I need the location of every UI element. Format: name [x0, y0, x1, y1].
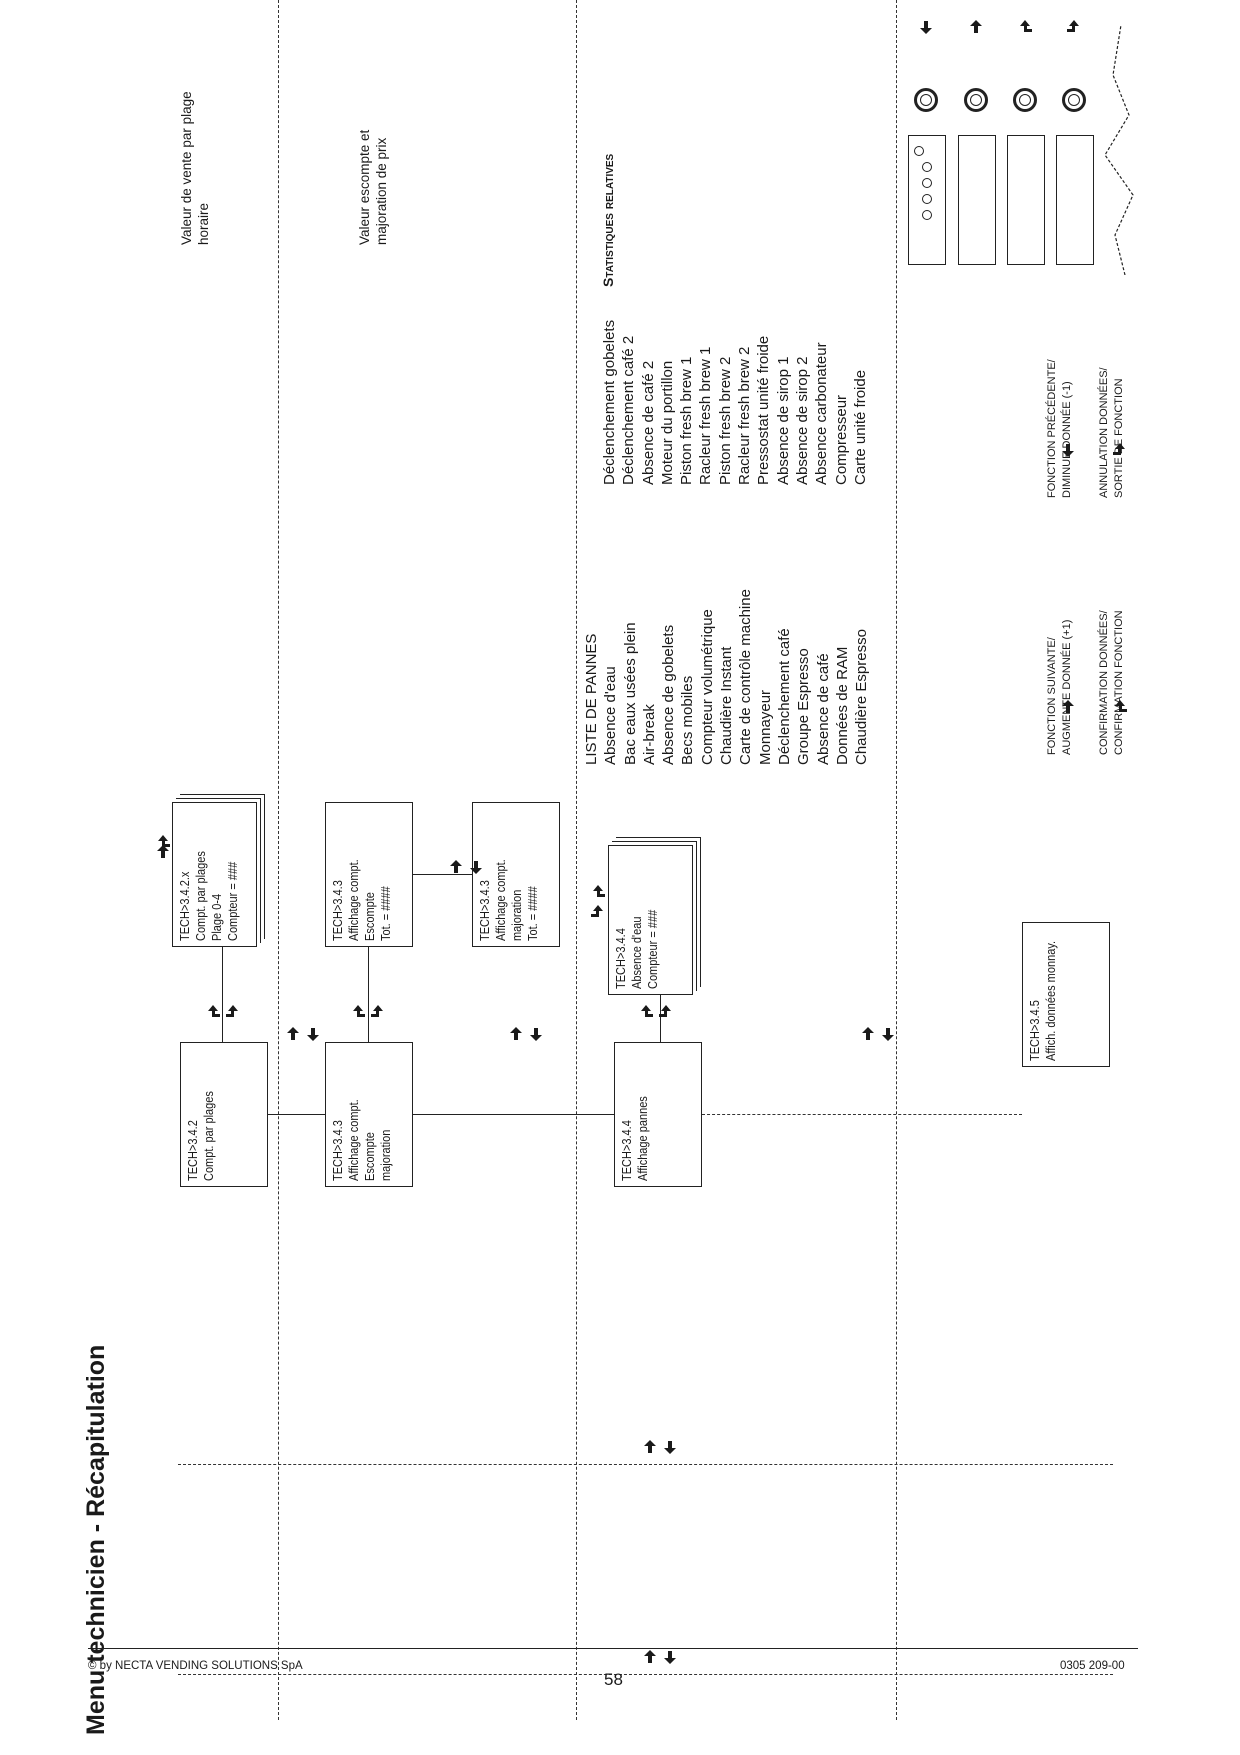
arrow-left-icon	[662, 1649, 678, 1665]
box-line: TECH>3.4.3	[478, 880, 492, 941]
column-divider	[278, 0, 279, 1720]
statistiques-title: Statistiques relatives	[600, 153, 616, 287]
panne-item: Carte de contrôle machine	[737, 589, 755, 765]
tear-edge-icon	[1095, 25, 1135, 275]
liste-de-pannes	[582, 589, 871, 765]
keypad-slot	[908, 135, 946, 265]
panne-item: Becs mobiles	[679, 675, 697, 765]
panne-item: Déclenchement gobelets	[601, 319, 618, 485]
panne-item: Déclenchement café	[775, 628, 793, 765]
box-line: Compt. par plages	[202, 1091, 216, 1181]
menu-box-3-4-2[interactable]	[180, 1042, 268, 1187]
box-line: TECH>3.4.5	[1028, 1000, 1042, 1061]
box-line: majoration	[510, 889, 524, 941]
panne-item: Carte unité froide	[851, 369, 869, 485]
box-line: Affichage pannes	[636, 1096, 650, 1181]
box-line: Escompte	[363, 1132, 377, 1181]
arrow-right-icon	[860, 1026, 876, 1042]
panne-item: Pressostat unité froide	[755, 335, 773, 485]
note-valeur-escompte	[356, 130, 390, 245]
box-line: Compteur = ###	[226, 861, 240, 941]
box-line: Absence d'eau	[630, 916, 644, 989]
return-up-icon	[155, 834, 171, 850]
footer-copyright: © by NECTA VENDING SOLUTIONS SpA	[88, 1660, 303, 1672]
legend-confirmation	[1097, 610, 1127, 755]
row-divider	[178, 1464, 1113, 1465]
arrow-left-icon	[305, 1026, 321, 1042]
footer-rule	[88, 1648, 1138, 1649]
box-line: TECH>3.4.4	[614, 928, 628, 989]
keypad-slot	[1007, 135, 1045, 265]
menu-box-3-4-5[interactable]	[1022, 922, 1110, 1067]
legend-line: AUGMENTE DONNÉE (+1)	[1061, 619, 1073, 755]
panne-item: Racleur fresh brew 1	[697, 346, 715, 485]
note-line: horaire	[196, 202, 211, 245]
arrow-right-icon	[968, 19, 984, 35]
knob-icon	[1062, 88, 1086, 112]
panne-item: Déclenchement café 2	[620, 335, 638, 485]
panne-item: Chaudière Espresso	[853, 629, 871, 765]
knob-icon	[964, 88, 988, 112]
led-dot	[922, 178, 932, 188]
menu-box-3-4-4-x[interactable]	[608, 845, 693, 995]
menu-box-3-4-3[interactable]	[325, 1042, 413, 1187]
arrow-left-icon	[662, 1439, 678, 1455]
page-number: 58	[604, 1670, 623, 1689]
panne-item: Air-break	[640, 704, 658, 765]
connector-line	[222, 947, 223, 1042]
panne-item: Racleur fresh brew 2	[736, 346, 754, 485]
panne-item: Absence de gobelets	[660, 624, 678, 765]
arrow-right-icon	[642, 1649, 658, 1665]
keypad-slot	[1056, 135, 1094, 265]
box-line: majoration	[379, 1129, 393, 1181]
panne-item: Groupe Espresso	[795, 648, 813, 765]
return-down-icon	[225, 1004, 241, 1020]
box-line: Affich. données monnay.	[1044, 940, 1058, 1061]
return-down-icon	[658, 1004, 674, 1020]
led-dot	[922, 162, 932, 172]
box-line: Compteur = ###	[646, 909, 660, 989]
row-divider	[178, 1674, 1113, 1675]
menu-box-3-4-3-escompte[interactable]	[325, 802, 413, 947]
column-divider	[896, 0, 897, 1720]
page-title: Menu technicien - Récapitulation	[82, 1344, 110, 1735]
arrow-right-icon	[642, 1439, 658, 1455]
panne-item: Piston fresh brew 1	[678, 356, 696, 485]
return-down-icon	[590, 904, 606, 920]
connector-line	[368, 947, 369, 1042]
arrow-left-icon	[528, 1026, 544, 1042]
box-line: Escompte	[363, 892, 377, 941]
legend-precedente	[1045, 359, 1075, 498]
panne-item: Absence d'eau	[602, 666, 620, 765]
legend-line: ANNULATION DONNÉES/	[1098, 367, 1110, 498]
panne-item: Monnayeur	[756, 689, 774, 765]
panne-item: Absence de café 2	[639, 360, 657, 485]
return-up-icon	[1017, 19, 1033, 35]
box-line: Affichage compt.	[494, 859, 508, 941]
return-up-icon	[590, 884, 606, 900]
column-divider	[576, 0, 577, 1720]
box-line: Tot. = ####	[526, 886, 540, 941]
menu-box-3-4-2-x[interactable]	[172, 802, 257, 947]
panne-item: Compresseur	[832, 394, 850, 485]
legend-line: CONFIRMATION FONCTION	[1113, 610, 1125, 755]
knob-icon	[1013, 88, 1037, 112]
box-line: Affichage compt.	[347, 859, 361, 941]
footer-docnumber: 0305 209-00	[1060, 1660, 1125, 1672]
panne-item: Piston fresh brew 2	[716, 356, 734, 485]
box-line: Tot. = ####	[379, 886, 393, 941]
return-up-icon	[350, 1004, 366, 1020]
arrow-right-icon	[285, 1026, 301, 1042]
led-dot	[922, 194, 932, 204]
panne-item: Absence de sirop 2	[793, 356, 811, 485]
knob-icon	[914, 88, 938, 112]
panne-item: Absence de café	[814, 653, 832, 765]
return-up-icon	[205, 1004, 221, 1020]
note-line: Valeur escompte et	[357, 129, 372, 245]
panne-item: Absence de sirop 1	[774, 356, 792, 485]
note-line: majoration de prix	[374, 137, 389, 245]
panne-item: Absence carbonateur	[813, 342, 831, 485]
keypad-slot	[958, 135, 996, 265]
note-valeur-vente	[178, 91, 212, 245]
arrow-right-icon	[508, 1026, 524, 1042]
box-line: TECH>3.4.3	[331, 1120, 345, 1181]
legend-line: CONFIRMATION DONNÉES/	[1098, 610, 1110, 755]
menu-box-3-4-4[interactable]	[614, 1042, 702, 1187]
legend-line: FONCTION PRÉCÉDENTE/	[1046, 359, 1058, 498]
arrow-left-icon	[918, 19, 934, 35]
arrow-right-icon	[448, 859, 464, 875]
legend-annulation	[1097, 367, 1127, 498]
connector-dashed	[702, 1114, 1022, 1115]
panne-item: Bac eaux usées plein	[621, 622, 639, 765]
panne-item: Chaudière Instant	[718, 646, 736, 765]
arrow-left-icon	[880, 1026, 896, 1042]
box-line: TECH>3.4.2.x	[178, 871, 192, 941]
box-line: TECH>3.4.2	[186, 1120, 200, 1181]
led-dot	[922, 210, 932, 220]
box-line: Compt. par plages	[194, 851, 208, 941]
led-dot	[914, 146, 924, 156]
return-down-icon	[370, 1004, 386, 1020]
connector-line	[268, 1114, 325, 1115]
return-down-icon	[1066, 19, 1082, 35]
panne-item: Moteur du portillon	[658, 360, 676, 485]
legend-line: DIMINUE DONNÉE (-1)	[1061, 381, 1073, 498]
box-line: TECH>3.4.4	[620, 1120, 634, 1181]
legend-line: FONCTION SUIVANTE/	[1046, 637, 1058, 755]
box-line: Affichage compt.	[347, 1099, 361, 1181]
panne-item: LISTE DE PANNES	[583, 633, 600, 765]
liste-de-pannes-suite	[600, 320, 870, 485]
return-up-icon	[638, 1004, 654, 1020]
box-line: Plage 0-4	[210, 893, 224, 941]
note-line: Valeur de vente par plage	[179, 91, 194, 245]
panne-item: Compteur volumétrique	[698, 609, 716, 765]
panne-item: Données de RAM	[833, 646, 851, 765]
box-line: TECH>3.4.3	[331, 880, 345, 941]
menu-box-3-4-3-majoration[interactable]	[472, 802, 560, 947]
arrow-left-icon	[468, 859, 484, 875]
legend-suivante	[1045, 620, 1075, 755]
connector-line	[413, 1114, 614, 1115]
legend-line: SORTIE DE FONCTION	[1113, 378, 1125, 498]
